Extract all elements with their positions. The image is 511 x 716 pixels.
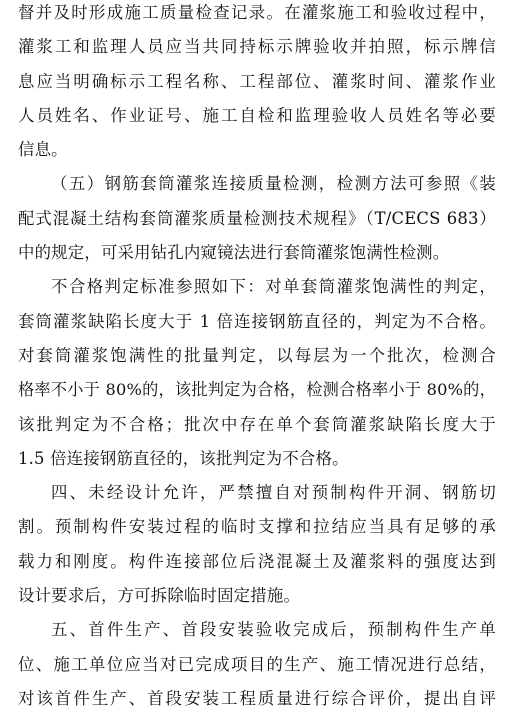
paragraph-line: 载力和刚度。构件连接部位后浇混凝土及灌浆料的强度达到 bbox=[18, 551, 496, 571]
paragraph-line: 人员姓名、作业证号、施工自检和监理验收人员姓名等必要 bbox=[18, 105, 496, 125]
paragraph-line: 套筒灌浆缺陷长度大于 1 倍连接钢筋直径的，判定为不合格。 bbox=[18, 311, 496, 331]
paragraph-line: 信息。 bbox=[18, 140, 68, 160]
paragraph-line: 割。预制构件安装过程的临时支撑和拉结应当具有足够的承 bbox=[18, 517, 496, 537]
paragraph-line: 中的规定，可采用钻孔内窥镜法进行套筒灌浆饱满性检测。 bbox=[18, 243, 450, 263]
paragraph-line: 对套筒灌浆饱满性的批量判定，以每层为一个批次，检测合 bbox=[18, 345, 496, 365]
paragraph-line: 位、施工单位应当对已完成项目的生产、施工情况进行总结， bbox=[18, 654, 496, 674]
paragraph-line: 四、未经设计允许，严禁擅自对预制构件开洞、钢筋切 bbox=[51, 483, 496, 503]
paragraph-line: 格率不小于 80%的，该批判定为合格，检测合格率小于 80%的， bbox=[18, 380, 496, 400]
paragraph-line: 该批判定为不合格；批次中存在单个套筒灌浆缺陷长度大于 bbox=[18, 414, 496, 434]
paragraph-line: 息应当明确标示工程名称、工程部位、灌浆时间、灌浆作业 bbox=[18, 71, 496, 91]
paragraph-line: 五、首件生产、首段安装验收完成后，预制构件生产单 bbox=[51, 620, 496, 640]
paragraph-line: 设计要求后，方可拆除临时固定措施。 bbox=[18, 586, 301, 606]
paragraph-line: 灌浆工和监理人员应当共同持标示牌验收并拍照，标示牌信 bbox=[18, 37, 496, 57]
paragraph-line: 不合格判定标准参照如下：对单套筒灌浆饱满性的判定， bbox=[51, 277, 496, 297]
paragraph-line: 1.5 倍连接钢筋直径的，该批判定为不合格。 bbox=[18, 448, 349, 468]
paragraph-line: 对该首件生产、首段安装工程质量进行综合评价，提出自评 bbox=[18, 688, 496, 708]
paragraph-line: 督并及时形成施工质量检查记录。在灌浆施工和验收过程中， bbox=[18, 3, 496, 22]
paragraph-line: 配式混凝土结构套筒灌浆质量检测技术规程》（T/CECS 683） bbox=[18, 208, 496, 228]
document-body bbox=[18, 0, 496, 716]
paragraph-line: （五）钢筋套筒灌浆连接质量检测，检测方法可参照《装 bbox=[51, 174, 496, 194]
